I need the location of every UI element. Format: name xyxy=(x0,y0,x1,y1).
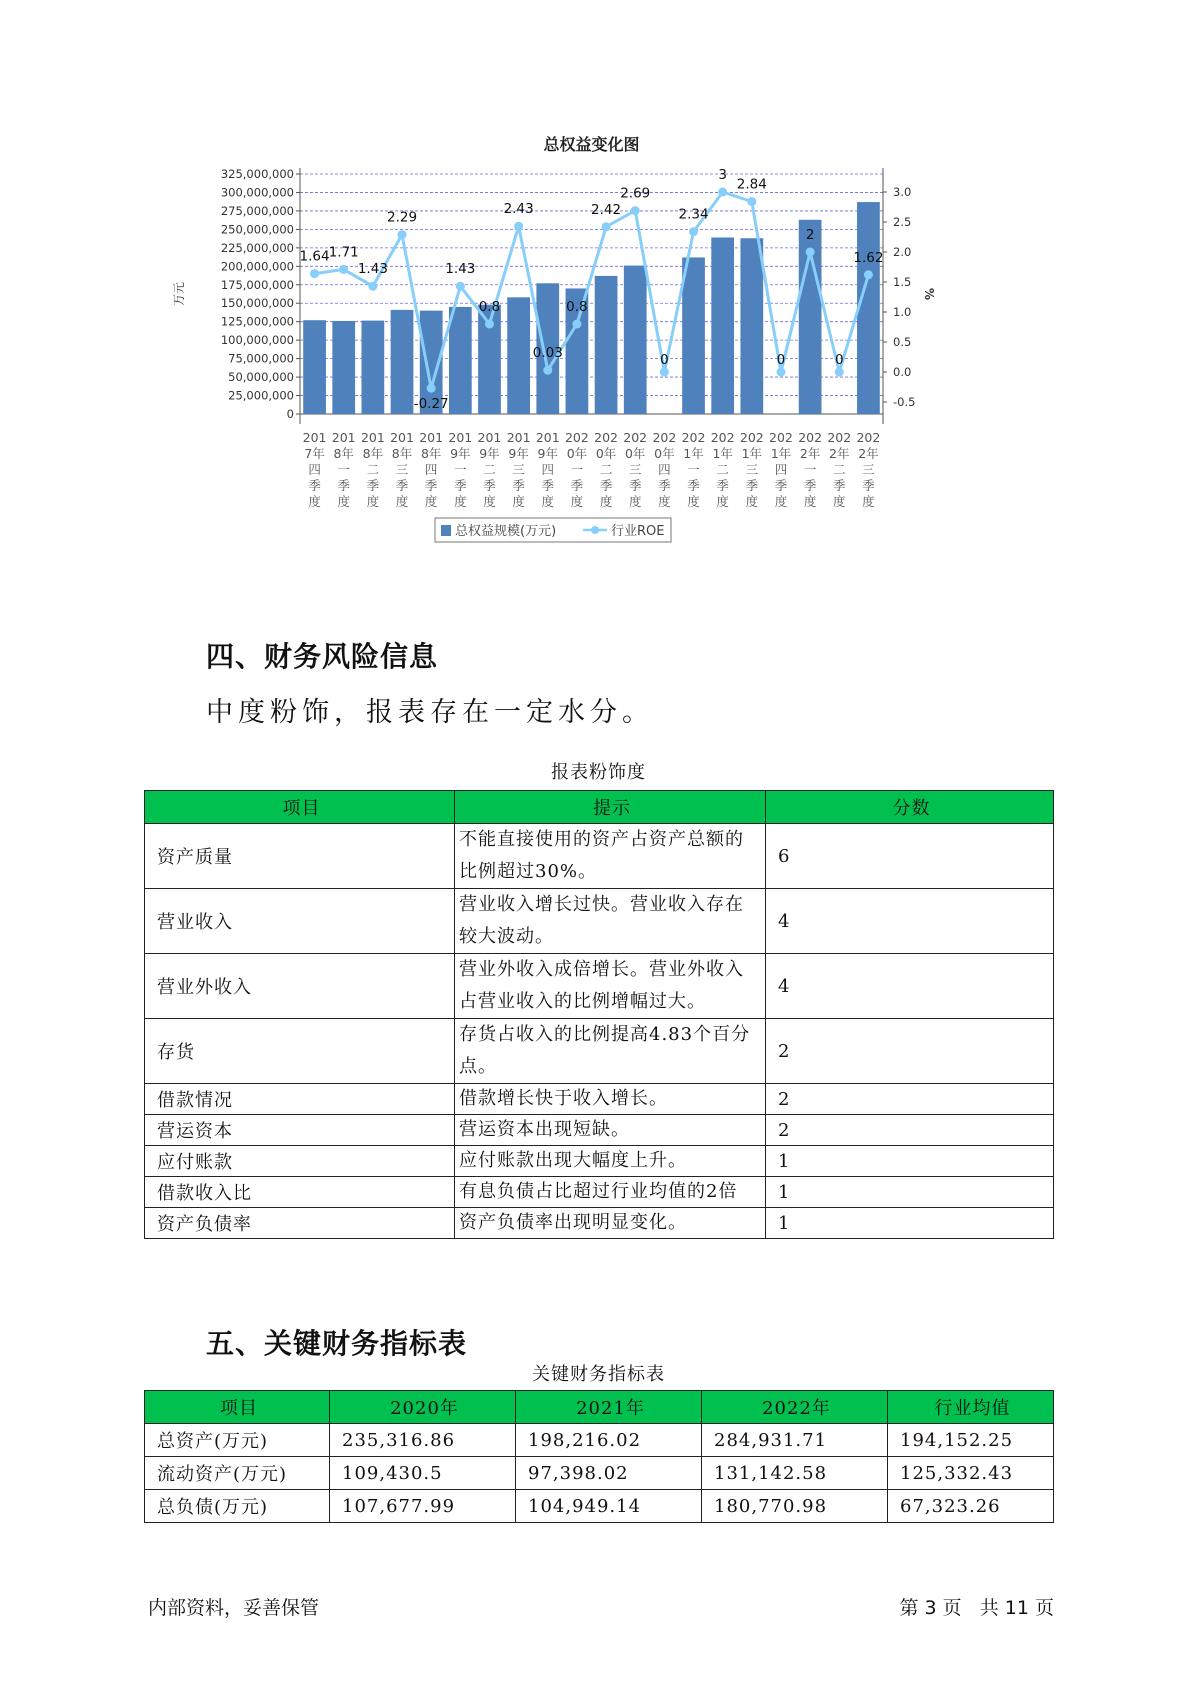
x-tick-label: 季 xyxy=(395,478,409,493)
roe-point xyxy=(835,368,844,377)
roe-data-label: 0 xyxy=(660,352,669,368)
x-tick-label: 度 xyxy=(803,494,817,509)
x-tick-label: 201 xyxy=(419,430,444,445)
x-tick-label: 9年 xyxy=(450,446,471,461)
table-row xyxy=(145,1490,1054,1523)
x-tick-label: 度 xyxy=(599,494,613,509)
y-tick-label: 125,000,000 xyxy=(220,314,294,329)
roe-point xyxy=(689,227,698,236)
x-tick-label: 季 xyxy=(541,478,555,493)
roe-point xyxy=(456,282,465,291)
section4-heading: 四、财务风险信息 xyxy=(206,640,439,673)
x-tick-label: 0年 xyxy=(654,446,675,461)
x-tick-label: 8年 xyxy=(362,446,384,461)
y-tick-label: 225,000,000 xyxy=(220,240,294,255)
roe-data-label: 1.64 xyxy=(299,248,330,265)
legend-line-label: 行业ROE xyxy=(611,524,665,539)
x-tick-label: 度 xyxy=(774,494,788,509)
table-row xyxy=(145,1177,1054,1208)
kpi-table xyxy=(144,1390,1054,1523)
risk-hint-cell: 借款增长快于收入增长。 xyxy=(455,1084,766,1115)
roe-point xyxy=(427,384,436,393)
x-tick-label: 8年 xyxy=(333,446,354,461)
risk-table xyxy=(144,790,1054,1239)
x-tick-label: 9年 xyxy=(508,446,529,461)
roe-point xyxy=(572,320,581,329)
equity-chart xyxy=(165,130,1025,590)
x-tick-label: 度 xyxy=(628,494,642,509)
x-tick-label: 一 xyxy=(337,462,350,477)
y2-tick-label: 2.0 xyxy=(893,245,912,259)
x-tick-label: 二 xyxy=(483,462,496,477)
x-tick-label: 度 xyxy=(716,494,729,509)
x-tick-label: 四 xyxy=(541,462,555,477)
risk-score-cell: 1 xyxy=(766,1146,1054,1177)
x-tick-label: 202 xyxy=(856,430,881,445)
x-tick-label: 三 xyxy=(862,462,875,477)
kpi-header-item: 项目 xyxy=(145,1391,330,1424)
roe-data-label: 2.34 xyxy=(678,206,709,223)
y2-tick-label: 1.0 xyxy=(893,305,912,319)
y-tick-label: 200,000,000 xyxy=(220,259,294,274)
bar xyxy=(362,321,385,414)
x-tick-label: 度 xyxy=(454,494,467,509)
roe-data-label: 2.69 xyxy=(620,185,651,202)
bar xyxy=(303,320,326,414)
kpi-value-cell: 109,430.5 xyxy=(330,1457,516,1490)
x-tick-label: 度 xyxy=(308,494,321,509)
x-tick-label: 季 xyxy=(483,478,496,493)
x-tick-label: 四 xyxy=(774,462,788,477)
x-tick-label: 201 xyxy=(448,430,473,445)
x-tick-label: 季 xyxy=(366,478,380,493)
kpi-value-cell: 284,931.71 xyxy=(702,1424,888,1457)
roe-point xyxy=(485,320,494,329)
roe-data-label: 1.62 xyxy=(853,249,884,266)
footer-page-number: 第 3 页 共 11 页 xyxy=(899,1597,1054,1619)
risk-score-cell: 2 xyxy=(766,1115,1054,1146)
x-tick-label: 季 xyxy=(687,478,700,493)
x-tick-label: 季 xyxy=(716,478,729,493)
x-tick-label: 202 xyxy=(564,430,589,445)
x-tick-label: 一 xyxy=(687,462,700,477)
table-row xyxy=(145,1457,1054,1490)
y2-axis-label: % xyxy=(922,287,936,301)
risk-item-cell: 借款收入比 xyxy=(145,1177,455,1208)
x-tick-label: 度 xyxy=(658,494,671,509)
x-tick-label: 季 xyxy=(570,478,584,493)
x-tick-label: 三 xyxy=(745,462,759,477)
risk-item-cell: 营业收入 xyxy=(145,889,455,954)
x-tick-label: 度 xyxy=(366,494,380,509)
roe-data-label: 0 xyxy=(834,352,844,368)
x-tick-label: 202 xyxy=(798,430,823,445)
equity-chart-svg xyxy=(165,130,1025,590)
kpi-value-cell: 107,677.99 xyxy=(330,1490,516,1523)
x-tick-label: 201 xyxy=(331,430,356,445)
bar xyxy=(711,238,734,414)
table-row xyxy=(145,1084,1054,1115)
roe-data-label: 0.8 xyxy=(566,299,588,315)
x-tick-label: 2年 xyxy=(858,446,879,461)
roe-point xyxy=(631,206,640,215)
bar xyxy=(595,276,618,414)
x-tick-label: 季 xyxy=(599,478,613,493)
risk-score-cell: 2 xyxy=(766,1084,1054,1115)
risk-score-cell: 1 xyxy=(766,1208,1054,1239)
x-tick-label: 度 xyxy=(687,494,700,509)
risk-item-cell: 存货 xyxy=(145,1019,455,1084)
roe-data-label: -0.27 xyxy=(413,396,449,413)
roe-data-label: 2 xyxy=(805,227,815,243)
roe-data-label: 3 xyxy=(718,167,727,183)
x-tick-label: 2年 xyxy=(799,446,821,461)
bar xyxy=(391,310,414,414)
roe-data-label: 0 xyxy=(776,352,786,368)
risk-item-cell: 营运资本 xyxy=(145,1115,455,1146)
risk-item-cell: 资产负债率 xyxy=(145,1208,455,1239)
roe-point xyxy=(368,282,377,291)
x-tick-label: 0年 xyxy=(566,446,588,461)
kpi-value-cell: 180,770.98 xyxy=(702,1490,888,1523)
x-tick-label: 202 xyxy=(681,430,706,445)
kpi-value-cell: 198,216.02 xyxy=(516,1424,702,1457)
risk-score-cell: 4 xyxy=(766,889,1054,954)
roe-point xyxy=(806,248,815,257)
x-tick-label: 季 xyxy=(833,478,846,493)
y-tick-label: 150,000,000 xyxy=(220,296,294,311)
risk-table-caption: 报表粉饰度 xyxy=(551,762,646,783)
header-item: 项目 xyxy=(145,791,455,824)
x-tick-label: 季 xyxy=(454,478,467,493)
x-tick-label: 一 xyxy=(803,462,817,477)
x-tick-label: 202 xyxy=(769,430,793,445)
roe-point xyxy=(718,188,727,197)
x-tick-label: 201 xyxy=(506,430,531,445)
x-tick-label: 202 xyxy=(827,430,852,445)
x-tick-label: 度 xyxy=(833,494,846,509)
x-tick-label: 7年 xyxy=(304,446,325,461)
y-tick-label: 25,000,000 xyxy=(228,388,294,403)
risk-hint-cell: 营运资本出现短缺。 xyxy=(455,1115,766,1146)
kpi-value-cell: 131,142.58 xyxy=(702,1457,888,1490)
y2-tick-label: 2.5 xyxy=(893,215,912,229)
roe-data-label: 0.8 xyxy=(478,299,501,315)
kpi-item-cell: 总负债(万元) xyxy=(145,1490,330,1523)
kpi-value-cell: 235,316.86 xyxy=(330,1424,516,1457)
table-row xyxy=(145,1019,1054,1084)
risk-hint-cell: 应付账款出现大幅度上升。 xyxy=(455,1146,766,1177)
risk-hint-cell: 不能直接使用的资产占资产总额的比例超过30%。 xyxy=(455,824,766,889)
bar xyxy=(449,307,472,414)
x-tick-label: 202 xyxy=(710,430,735,445)
roe-point xyxy=(398,230,407,239)
x-tick-label: 四 xyxy=(424,462,438,477)
x-tick-label: 度 xyxy=(512,494,525,509)
risk-hint-cell: 有息负债占比超过行业均值的2倍 xyxy=(455,1177,766,1208)
roe-data-label: 2.42 xyxy=(591,201,622,218)
roe-data-label: 1.71 xyxy=(328,244,359,261)
x-tick-label: 季 xyxy=(628,478,642,493)
roe-data-label: 2.43 xyxy=(503,201,534,218)
x-tick-label: 一 xyxy=(570,462,584,477)
x-tick-label: 二 xyxy=(716,462,729,477)
kpi-value-cell: 194,152.25 xyxy=(888,1424,1054,1457)
bar xyxy=(857,202,880,414)
kpi-value-cell: 67,323.26 xyxy=(888,1490,1054,1523)
x-tick-label: 季 xyxy=(745,478,759,493)
section4-summary: 中度粉饰，报表存在一定水分。 xyxy=(206,697,654,728)
x-tick-label: 二 xyxy=(366,462,380,477)
x-tick-label: 度 xyxy=(337,494,350,509)
risk-hint-cell: 存货占收入的比例提高4.83个百分点。 xyxy=(455,1019,766,1084)
y-tick-label: 250,000,000 xyxy=(220,222,294,237)
roe-point xyxy=(660,368,669,377)
x-tick-label: 202 xyxy=(739,430,764,445)
x-tick-label: 201 xyxy=(390,430,414,445)
x-tick-label: 201 xyxy=(477,430,502,445)
x-tick-label: 四 xyxy=(658,462,671,477)
legend-bar-label: 总权益规模(万元) xyxy=(455,524,557,539)
risk-hint-cell: 资产负债率出现明显变化。 xyxy=(455,1208,766,1239)
risk-item-cell: 借款情况 xyxy=(145,1084,455,1115)
roe-data-label: 1.43 xyxy=(445,261,476,278)
risk-hint-cell: 营业收入增长过快。营业收入存在较大波动。 xyxy=(455,889,766,954)
y-tick-label: 325,000,000 xyxy=(220,167,294,181)
x-tick-label: 度 xyxy=(424,494,438,509)
legend-line-marker xyxy=(591,526,599,534)
risk-table-header xyxy=(145,791,1054,824)
risk-hint-cell: 营业外收入成倍增长。营业外收入占营业收入的比例增幅过大。 xyxy=(455,954,766,1019)
risk-item-cell: 资产质量 xyxy=(145,824,455,889)
x-tick-label: 季 xyxy=(512,478,525,493)
x-tick-label: 202 xyxy=(594,430,619,445)
chart-title: 总权益变化图 xyxy=(543,135,640,154)
kpi-value-cell: 125,332.43 xyxy=(888,1457,1054,1490)
y-tick-label: 0 xyxy=(286,407,294,421)
y-tick-label: 175,000,000 xyxy=(220,277,294,292)
x-tick-label: 二 xyxy=(833,462,846,477)
x-tick-label: 四 xyxy=(308,462,321,477)
x-tick-label: 201 xyxy=(535,430,560,445)
risk-item-cell: 应付账款 xyxy=(145,1146,455,1177)
risk-score-cell: 6 xyxy=(766,824,1054,889)
x-tick-label: 1年 xyxy=(712,446,733,461)
table-row xyxy=(145,954,1054,1019)
header-hint: 提示 xyxy=(455,791,766,824)
bar xyxy=(682,257,705,414)
y2-tick-label: 1.5 xyxy=(893,275,912,289)
kpi-item-cell: 流动资产(万元) xyxy=(145,1457,330,1490)
roe-point xyxy=(602,222,611,231)
x-tick-label: 0年 xyxy=(624,446,646,461)
bar xyxy=(740,238,763,414)
x-tick-label: 季 xyxy=(862,478,875,493)
x-tick-label: 202 xyxy=(623,430,648,445)
x-tick-label: 度 xyxy=(745,494,759,509)
y2-tick-label: 0.0 xyxy=(893,365,912,379)
kpi-value-cell: 97,398.02 xyxy=(516,1457,702,1490)
y-tick-label: 75,000,000 xyxy=(228,351,294,366)
risk-score-cell: 2 xyxy=(766,1019,1054,1084)
roe-point xyxy=(310,269,319,278)
x-tick-label: 201 xyxy=(302,430,327,445)
x-tick-label: 三 xyxy=(628,462,642,477)
roe-point xyxy=(747,197,756,206)
x-tick-label: 季 xyxy=(308,478,321,493)
x-tick-label: 2年 xyxy=(829,446,850,461)
roe-point xyxy=(514,222,523,231)
x-tick-label: 季 xyxy=(337,478,350,493)
kpi-table-caption: 关键财务指标表 xyxy=(532,1364,665,1385)
x-tick-label: 1年 xyxy=(770,446,792,461)
x-tick-label: 季 xyxy=(774,478,788,493)
roe-data-label: 2.84 xyxy=(736,176,767,193)
x-tick-label: 度 xyxy=(570,494,584,509)
legend-bar-swatch xyxy=(441,525,451,536)
bar xyxy=(624,266,647,414)
y-tick-label: 300,000,000 xyxy=(220,185,294,200)
y-tick-label: 50,000,000 xyxy=(228,370,294,385)
x-tick-label: 度 xyxy=(862,494,875,509)
kpi-table-header xyxy=(145,1391,1054,1424)
x-tick-label: 9年 xyxy=(479,446,500,461)
x-tick-label: 201 xyxy=(360,430,385,445)
x-tick-label: 度 xyxy=(483,494,496,509)
y2-tick-label: 0.5 xyxy=(893,335,912,349)
x-tick-label: 二 xyxy=(599,462,613,477)
x-tick-label: 一 xyxy=(454,462,467,477)
roe-point xyxy=(776,368,785,377)
risk-score-cell: 4 xyxy=(766,954,1054,1019)
roe-data-label: 2.29 xyxy=(386,209,418,226)
kpi-header-2021: 2021年 xyxy=(516,1391,702,1424)
x-tick-label: 度 xyxy=(395,494,409,509)
roe-data-label: 0.03 xyxy=(532,345,563,362)
x-tick-label: 8年 xyxy=(391,446,413,461)
kpi-value-cell: 104,949.14 xyxy=(516,1490,702,1523)
table-row xyxy=(145,1208,1054,1239)
risk-score-cell: 1 xyxy=(766,1177,1054,1208)
table-row xyxy=(145,824,1054,889)
x-tick-label: 季 xyxy=(424,478,438,493)
kpi-header-2020: 2020年 xyxy=(330,1391,516,1424)
bar xyxy=(507,297,530,414)
kpi-header-industry-avg: 行业均值 xyxy=(888,1391,1054,1424)
y2-tick-label: -0.5 xyxy=(893,395,916,409)
y2-tick-label: 3.0 xyxy=(893,185,912,199)
risk-item-cell: 营业外收入 xyxy=(145,954,455,1019)
kpi-header-2022: 2022年 xyxy=(702,1391,888,1424)
roe-data-label: 1.43 xyxy=(357,261,388,278)
x-tick-label: 8年 xyxy=(420,446,442,461)
roe-point xyxy=(864,270,873,279)
kpi-item-cell: 总资产(万元) xyxy=(145,1424,330,1457)
x-tick-label: 0年 xyxy=(595,446,617,461)
footer-confidential: 内部资料，妥善保管 xyxy=(148,1597,320,1619)
x-tick-label: 三 xyxy=(512,462,525,477)
y-tick-label: 100,000,000 xyxy=(220,333,294,348)
y-tick-label: 275,000,000 xyxy=(220,203,294,218)
x-tick-label: 度 xyxy=(541,494,555,509)
x-tick-label: 1年 xyxy=(741,446,763,461)
x-tick-label: 1年 xyxy=(683,446,704,461)
table-row xyxy=(145,1424,1054,1457)
x-tick-label: 三 xyxy=(395,462,409,477)
bar xyxy=(332,321,355,414)
roe-point xyxy=(339,265,348,274)
roe-point xyxy=(543,366,552,375)
table-row xyxy=(145,1146,1054,1177)
table-row xyxy=(145,889,1054,954)
section5-heading: 五、关键财务指标表 xyxy=(206,1327,468,1360)
x-tick-label: 季 xyxy=(658,478,671,493)
x-tick-label: 9年 xyxy=(537,446,559,461)
table-row xyxy=(145,1115,1054,1146)
x-tick-label: 202 xyxy=(652,430,677,445)
header-score: 分数 xyxy=(766,791,1054,824)
y-axis-label: 万元 xyxy=(172,281,186,307)
x-tick-label: 季 xyxy=(803,478,817,493)
